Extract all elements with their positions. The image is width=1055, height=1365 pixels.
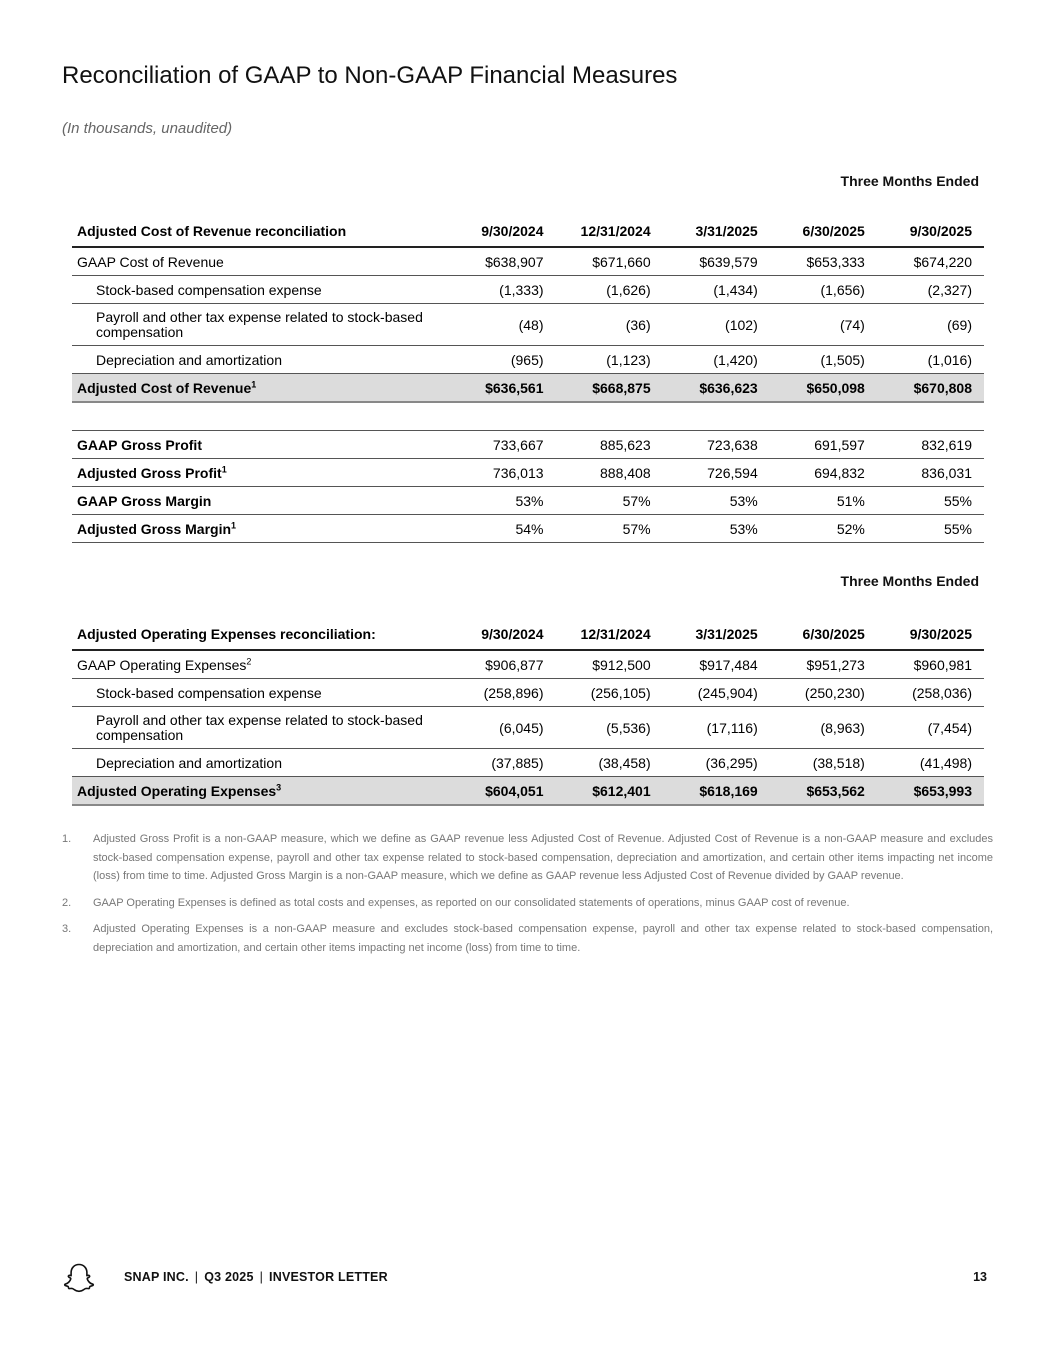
table2-header-label: Adjusted Operating Expenses reconciliation: <box>72 619 448 650</box>
table2-header-col: 9/30/2024 <box>448 619 555 650</box>
cell: $906,877 <box>448 650 555 679</box>
cell: (36,295) <box>663 749 770 777</box>
total-row <box>72 777 984 806</box>
footer-doc: INVESTOR LETTER <box>269 1270 388 1284</box>
table2-header-row <box>72 619 984 650</box>
table1-period-label: Three Months Ended <box>840 173 979 189</box>
footer-text <box>124 1270 388 1284</box>
table-row <box>72 431 984 459</box>
row-label: Depreciation and amortization <box>72 346 448 374</box>
cell: (1,626) <box>556 276 663 304</box>
row-label-cell <box>72 707 448 749</box>
cell: 51% <box>770 487 877 515</box>
row-label: Stock-based compensation expense <box>72 276 448 304</box>
cell: (258,896) <box>448 679 555 707</box>
table-row <box>72 515 984 543</box>
row-label: Adjusted Operating Expenses <box>77 782 277 799</box>
cell: (1,434) <box>663 276 770 304</box>
cell: 885,623 <box>556 431 663 459</box>
row-label: GAAP Gross Margin <box>72 487 448 515</box>
spacer-cell <box>72 402 984 431</box>
cell: (37,885) <box>448 749 555 777</box>
cell: 733,667 <box>448 431 555 459</box>
footer-separator: | <box>194 1270 199 1284</box>
footnote-number: 1. <box>62 833 72 845</box>
cell: $670,808 <box>877 374 984 403</box>
footnote-ref: 1 <box>221 463 227 474</box>
table-row <box>72 304 984 346</box>
page-subtitle: (In thousands, unaudited) <box>62 120 233 137</box>
cell: (258,036) <box>877 679 984 707</box>
footnote-number: 2. <box>62 896 72 909</box>
row-label: Adjusted Cost of Revenue <box>77 379 252 396</box>
footnote-ref: 2 <box>246 655 252 666</box>
cell: (41,498) <box>877 749 984 777</box>
cell: $653,993 <box>877 777 984 806</box>
cell: 736,013 <box>448 459 555 487</box>
row-label: GAAP Cost of Revenue <box>72 247 448 276</box>
cell: 55% <box>877 487 984 515</box>
cell: (48) <box>448 304 555 346</box>
cell: $653,562 <box>770 777 877 806</box>
row-label: Adjusted Gross Margin <box>77 520 232 537</box>
cell: 57% <box>556 487 663 515</box>
table-row <box>72 707 984 749</box>
cell: 57% <box>556 515 663 543</box>
row-label: GAAP Gross Profit <box>72 431 448 459</box>
footnote-text: Adjusted Operating Expenses is a non-GAAP measure and excludes stock-based compensation expense, payroll and other tax expense related to stock-based compensation, depreciation and amortization, and certain other items impacting net income (loss) from time to time. <box>93 923 993 954</box>
row-label: Adjusted Gross Profit <box>77 464 222 481</box>
row-label: Depreciation and amortization <box>72 749 448 777</box>
cell: $612,401 <box>556 777 663 806</box>
cell: $912,500 <box>556 650 663 679</box>
row-label: Payroll and other tax expense related to stock-based compensation <box>96 308 423 340</box>
table1-header-col: 9/30/2025 <box>877 216 984 247</box>
footnote-ref: 1 <box>231 519 237 530</box>
total-row <box>72 374 984 403</box>
cell: $668,875 <box>556 374 663 403</box>
cell: 54% <box>448 515 555 543</box>
table-row <box>72 487 984 515</box>
table1-header-col: 3/31/2025 <box>663 216 770 247</box>
table-row <box>72 679 984 707</box>
cell: $674,220 <box>877 247 984 276</box>
footnote <box>62 920 993 957</box>
cell: $653,333 <box>770 247 877 276</box>
cell: $671,660 <box>556 247 663 276</box>
cell: (74) <box>770 304 877 346</box>
table1-header-col: 12/31/2024 <box>556 216 663 247</box>
cell: 726,594 <box>663 459 770 487</box>
footer-separator: | <box>259 1270 264 1284</box>
footnote <box>62 894 993 913</box>
table1-header-row <box>72 216 984 247</box>
cell: 694,832 <box>770 459 877 487</box>
cell: (38,458) <box>556 749 663 777</box>
cell: 691,597 <box>770 431 877 459</box>
footnote-ref: 1 <box>251 378 257 389</box>
cell: (1,505) <box>770 346 877 374</box>
cell: $638,907 <box>448 247 555 276</box>
footnotes <box>62 830 993 965</box>
row-label: GAAP Operating Expenses <box>77 656 247 673</box>
cell: (245,904) <box>663 679 770 707</box>
table2-header-col: 9/30/2025 <box>877 619 984 650</box>
cell: (1,656) <box>770 276 877 304</box>
table-row <box>72 749 984 777</box>
row-label-cell <box>72 650 448 679</box>
footer-quarter: Q3 2025 <box>204 1270 254 1284</box>
cell: $639,579 <box>663 247 770 276</box>
footer-company: SNAP INC. <box>124 1270 189 1284</box>
row-label: Payroll and other tax expense related to stock-based compensation <box>96 711 423 743</box>
cell: $960,981 <box>877 650 984 679</box>
cell: $917,484 <box>663 650 770 679</box>
cell: $650,098 <box>770 374 877 403</box>
page-title: Reconciliation of GAAP to Non-GAAP Financial Measures <box>62 62 678 89</box>
footnote-text: GAAP Operating Expenses is defined as total costs and expenses, as reported on our consolidated statements of operations, minus GAAP cost of revenue. <box>93 896 850 909</box>
footnote-ref: 3 <box>276 781 282 792</box>
table1-header-label: Adjusted Cost of Revenue reconciliation <box>72 216 448 247</box>
row-label-cell <box>72 777 448 806</box>
cell: (8,963) <box>770 707 877 749</box>
table2-header-col: 12/31/2024 <box>556 619 663 650</box>
cell: (1,333) <box>448 276 555 304</box>
table1-header-col: 6/30/2025 <box>770 216 877 247</box>
page-footer <box>62 1262 987 1294</box>
row-label: Stock-based compensation expense <box>72 679 448 707</box>
cell: (102) <box>663 304 770 346</box>
ghost-logo-icon <box>62 1262 96 1294</box>
row-label-cell <box>72 374 448 403</box>
row-label-cell <box>72 515 448 543</box>
row-label-cell <box>72 459 448 487</box>
row-label-cell <box>72 304 448 346</box>
cell: (1,016) <box>877 346 984 374</box>
cell: 53% <box>448 487 555 515</box>
cell: $636,561 <box>448 374 555 403</box>
cell: $604,051 <box>448 777 555 806</box>
cell: (7,454) <box>877 707 984 749</box>
cell: $636,623 <box>663 374 770 403</box>
cell: (38,518) <box>770 749 877 777</box>
cell: (256,105) <box>556 679 663 707</box>
table2-header-col: 3/31/2025 <box>663 619 770 650</box>
cell: 55% <box>877 515 984 543</box>
table-row <box>72 459 984 487</box>
cell: (6,045) <box>448 707 555 749</box>
cell: (2,327) <box>877 276 984 304</box>
table2-period-label: Three Months Ended <box>840 573 979 589</box>
operating-expenses-table <box>72 619 984 806</box>
cell: 832,619 <box>877 431 984 459</box>
cell: (5,536) <box>556 707 663 749</box>
cell: 888,408 <box>556 459 663 487</box>
cell: (69) <box>877 304 984 346</box>
footnote <box>62 830 993 886</box>
cell: (36) <box>556 304 663 346</box>
cell: (1,420) <box>663 346 770 374</box>
table-row <box>72 650 984 679</box>
cell: (250,230) <box>770 679 877 707</box>
table1-header-col: 9/30/2024 <box>448 216 555 247</box>
table-row <box>72 346 984 374</box>
spacer-row <box>72 402 984 431</box>
table-row <box>72 247 984 276</box>
cell: 52% <box>770 515 877 543</box>
cell: 723,638 <box>663 431 770 459</box>
cell: (965) <box>448 346 555 374</box>
cell: 53% <box>663 487 770 515</box>
footnote-number: 3. <box>62 923 72 935</box>
cell: 836,031 <box>877 459 984 487</box>
page-number: 13 <box>973 1270 987 1284</box>
table-row <box>72 276 984 304</box>
table2-header-col: 6/30/2025 <box>770 619 877 650</box>
cost-of-revenue-table <box>72 216 984 543</box>
cell: $618,169 <box>663 777 770 806</box>
cell: (1,123) <box>556 346 663 374</box>
footnote-text: Adjusted Gross Profit is a non-GAAP measure, which we define as GAAP revenue less Adjusted Cost of Revenue. Adjusted Cost of Revenue is a non-GAAP measure and excludes stock-based compensation expense, payroll and other tax expense related to stock-based compensation, depreciation and amortization, and certain other items impacting net income (loss) from time to time. Adjusted Gross Margin is a non-GAAP measure, which we define as GAAP revenue less Adjusted Cost of Revenue divided by GAAP revenue. <box>93 833 993 882</box>
cell: $951,273 <box>770 650 877 679</box>
cell: (17,116) <box>663 707 770 749</box>
cell: 53% <box>663 515 770 543</box>
